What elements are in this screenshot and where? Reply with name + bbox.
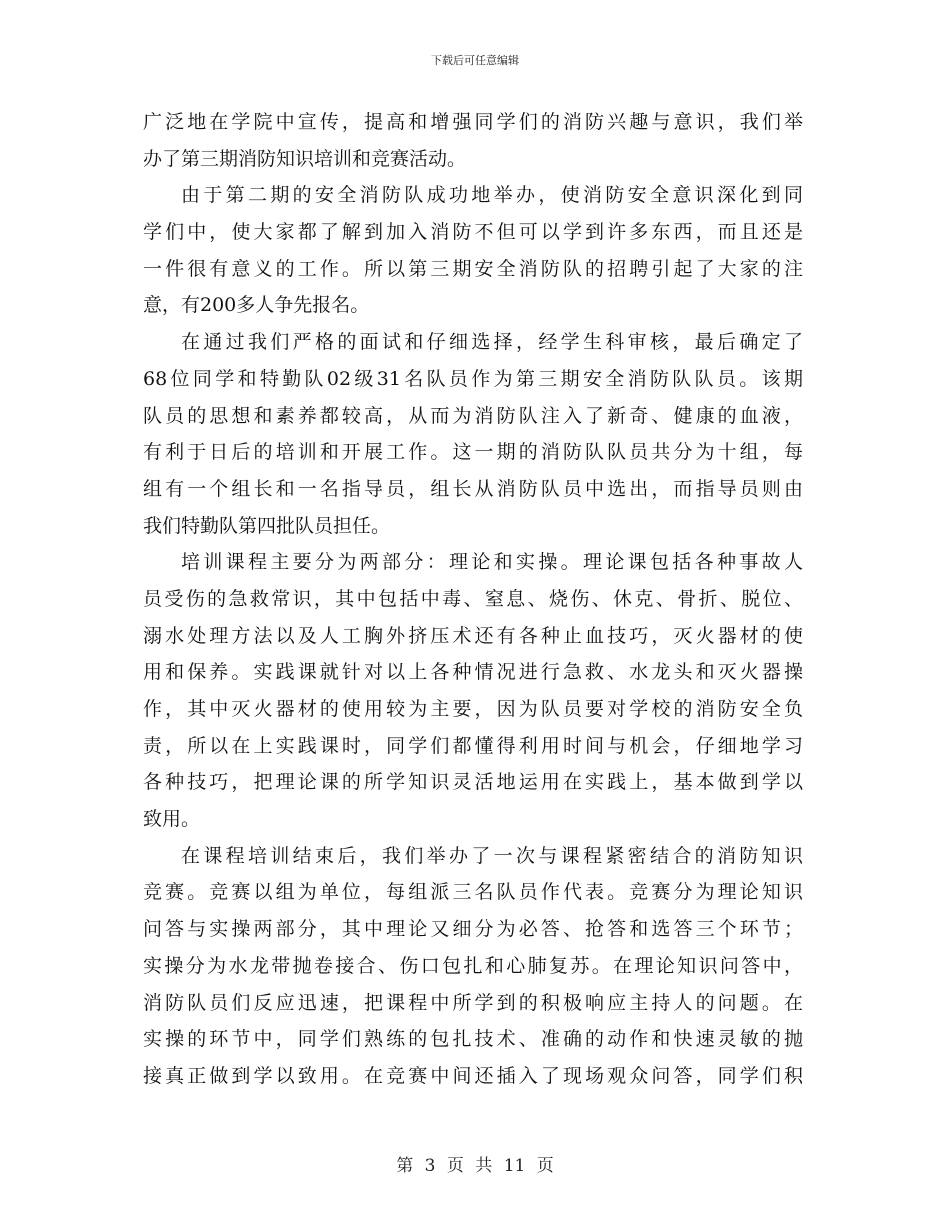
text-line: 办了第三期消防知识培训和竞赛活动。 bbox=[143, 147, 467, 170]
text-line: 责，所以在上实践课时，同学们都懂得利用时间与机会，仔细地学习 bbox=[143, 734, 803, 757]
text-line: 培训课程主要分为两部分：理论和实操。理论课包括各种事故人 bbox=[181, 551, 803, 574]
paragraph bbox=[143, 104, 803, 177]
text-line: 消防队员们反应迅速，把课程中所学到的积极响应主持人的问题。在 bbox=[143, 991, 803, 1014]
paragraph bbox=[143, 838, 803, 1095]
text-line: 致用。 bbox=[143, 808, 201, 831]
text-line: 68位同学和特勤队02级31名队员作为第三期安全消防队队员。该期 bbox=[143, 367, 803, 390]
page-header: 下载后可任意编辑 bbox=[431, 54, 519, 67]
text-line: 组有一个组长和一名指导员，组长从消防队员中选出，而指导员则由 bbox=[143, 477, 803, 500]
text-line: 队员的思想和素养都较高，从而为消防队注入了新奇、健康的血液， bbox=[143, 404, 803, 427]
paragraph bbox=[143, 324, 803, 544]
text-line: 在课程培训结束后，我们举办了一次与课程紧密结合的消防知识 bbox=[181, 844, 803, 867]
text-line: 作，其中灭火器材的使用较为主要，因为队员要对学校的消防安全负 bbox=[143, 698, 803, 720]
paragraph bbox=[143, 177, 803, 324]
text-line: 广泛地在学院中宣传，提高和增强同学们的消防兴趣与意识，我们举 bbox=[143, 111, 803, 133]
paragraph bbox=[143, 544, 803, 838]
text-line: 溺水处理方法以及人工胸外挤压术还有各种止血技巧，灭火器材的使 bbox=[143, 624, 803, 647]
text-line: 学们中，使大家都了解到加入消防不但可以学到许多东西，而且还是 bbox=[143, 221, 803, 244]
text-line: 接真正做到学以致用。在竞赛中间还插入了现场观众问答，同学们积 bbox=[143, 1064, 803, 1087]
page-number-footer: 第 3 页 共 11 页 bbox=[396, 1156, 554, 1176]
text-line: 实操分为水龙带抛卷接合、伤口包扎和心肺复苏。在理论知识问答中， bbox=[143, 954, 803, 977]
text-line: 问答与实操两部分，其中理论又细分为必答、抢答和选答三个环节； bbox=[143, 918, 803, 941]
text-line: 有利于日后的培训和开展工作。这一期的消防队队员共分为十组，每 bbox=[143, 441, 803, 464]
text-line: 竞赛。竞赛以组为单位，每组派三名队员作代表。竞赛分为理论知识 bbox=[143, 881, 803, 904]
text-line: 用和保养。实践课就针对以上各种情况进行急救、水龙头和灭火器操 bbox=[143, 661, 803, 684]
text-line: 意，有200多人争先报名。 bbox=[143, 294, 370, 317]
document-body bbox=[143, 104, 803, 1095]
text-line: 由于第二期的安全消防队成功地举办，使消防安全意识深化到同 bbox=[181, 184, 803, 207]
text-line: 我们特勤队第四批队员担任。 bbox=[143, 514, 391, 537]
text-line: 各种技巧，把理论课的所学知识灵活地运用在实践上，基本做到学以 bbox=[143, 771, 803, 794]
text-line: 员受伤的急救常识，其中包括中毒、窒息、烧伤、休克、骨折、脱位、 bbox=[143, 587, 803, 610]
text-line: 在通过我们严格的面试和仔细选择，经学生科审核，最后确定了 bbox=[181, 331, 803, 354]
text-line: 一件很有意义的工作。所以第三期安全消防队的招聘引起了大家的注 bbox=[143, 257, 803, 280]
text-line: 实操的环节中，同学们熟练的包扎技术、准确的动作和快速灵敏的抛 bbox=[143, 1028, 803, 1051]
